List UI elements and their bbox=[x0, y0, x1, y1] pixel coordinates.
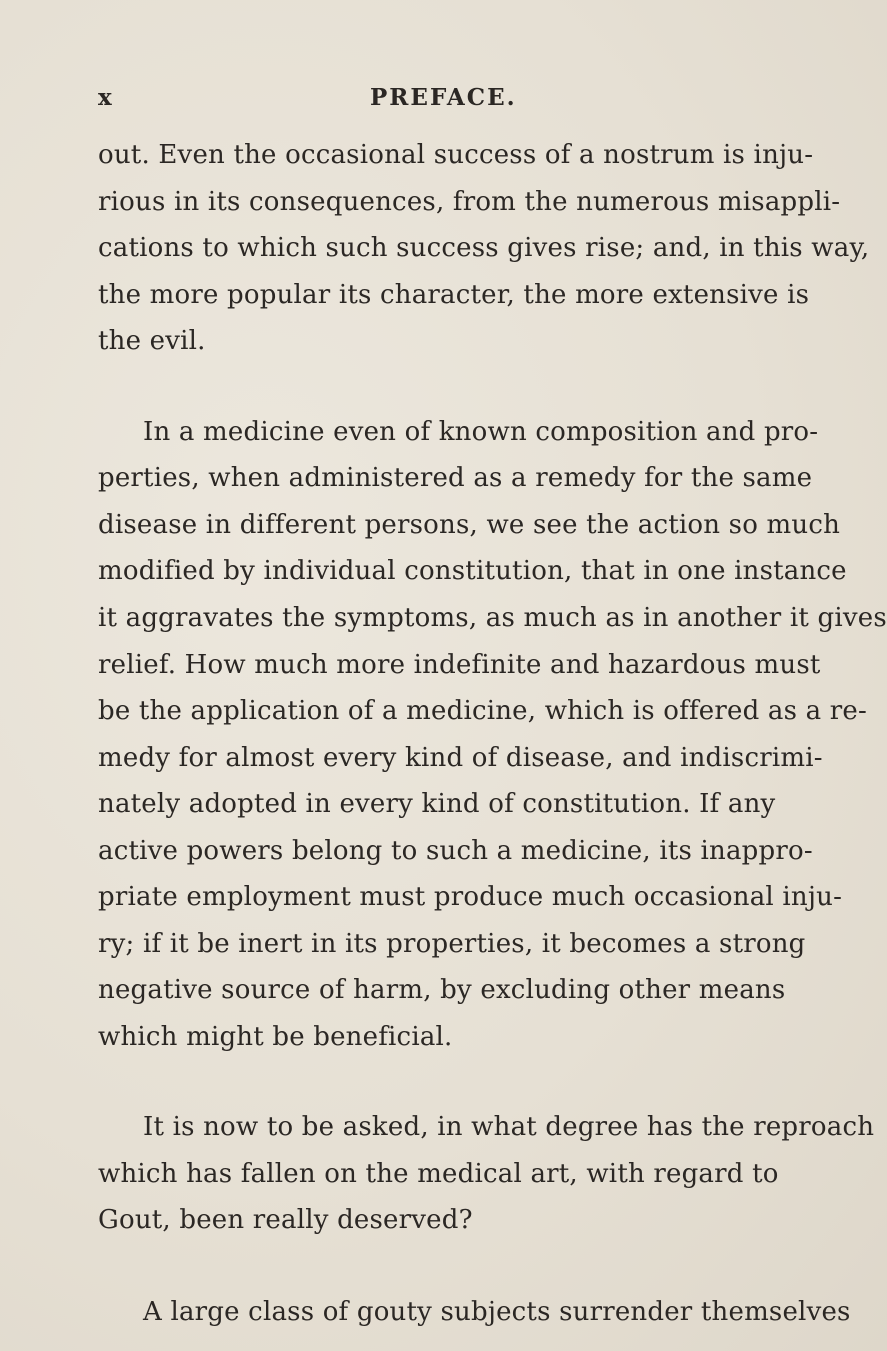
paragraph-2-line-7: be the application of a medicine, which is offered as a re- bbox=[98, 696, 867, 726]
paragraph-2-line-5: it aggravates the symptoms, as much as in another it gives bbox=[98, 603, 887, 633]
paragraph-3-line-2: which has fallen on the medical art, with regard to bbox=[98, 1159, 779, 1189]
page-number: x bbox=[98, 84, 113, 111]
paragraph-1-line-3: cations to which such success gives rise; and, in this way, bbox=[98, 233, 870, 263]
paragraph-1-line-2: rious in its consequences, from the numerous misappli- bbox=[98, 187, 841, 217]
running-title: PREFACE. bbox=[370, 84, 517, 111]
paragraph-2-line-3: disease in different persons, we see the action so much bbox=[98, 510, 841, 540]
paragraph-2-line-8: medy for almost every kind of disease, and indiscrimi- bbox=[98, 743, 823, 773]
paragraph-1-line-1: out. Even the occasional success of a nostrum is inju- bbox=[98, 140, 814, 170]
paragraph-3-line-3: Gout, been really deserved? bbox=[98, 1205, 473, 1235]
paragraph-2-line-12: ry; if it be inert in its properties, it becomes a strong bbox=[98, 929, 806, 959]
page-header bbox=[98, 84, 658, 114]
paragraph-2-line-1: In a medicine even of known composition and pro- bbox=[143, 417, 819, 447]
paragraph-2-line-4: modified by individual constitution, that in one instance bbox=[98, 556, 847, 586]
paragraph-2-line-13: negative source of harm, by excluding other means bbox=[98, 975, 786, 1005]
paragraph-4-line-1: A large class of gouty subjects surrender themselves bbox=[143, 1297, 851, 1327]
paragraph-2-line-6: relief. How much more indefinite and hazardous must bbox=[98, 650, 821, 680]
paragraph-2-line-9: nately adopted in every kind of constitution. If any bbox=[98, 789, 776, 819]
paragraph-2-line-2: perties, when administered as a remedy for the same bbox=[98, 463, 813, 493]
paragraph-2-line-14: which might be beneficial. bbox=[98, 1022, 453, 1052]
paragraph-1-line-4: the more popular its character, the more extensive is bbox=[98, 280, 810, 310]
paragraph-2-line-11: priate employment must produce much occasional inju- bbox=[98, 882, 843, 912]
paragraph-3-line-1: It is now to be asked, in what degree has the reproach bbox=[143, 1112, 875, 1142]
paragraph-2-line-10: active powers belong to such a medicine, its inappro- bbox=[98, 836, 813, 866]
paragraph-1-line-5: the evil. bbox=[98, 326, 206, 356]
